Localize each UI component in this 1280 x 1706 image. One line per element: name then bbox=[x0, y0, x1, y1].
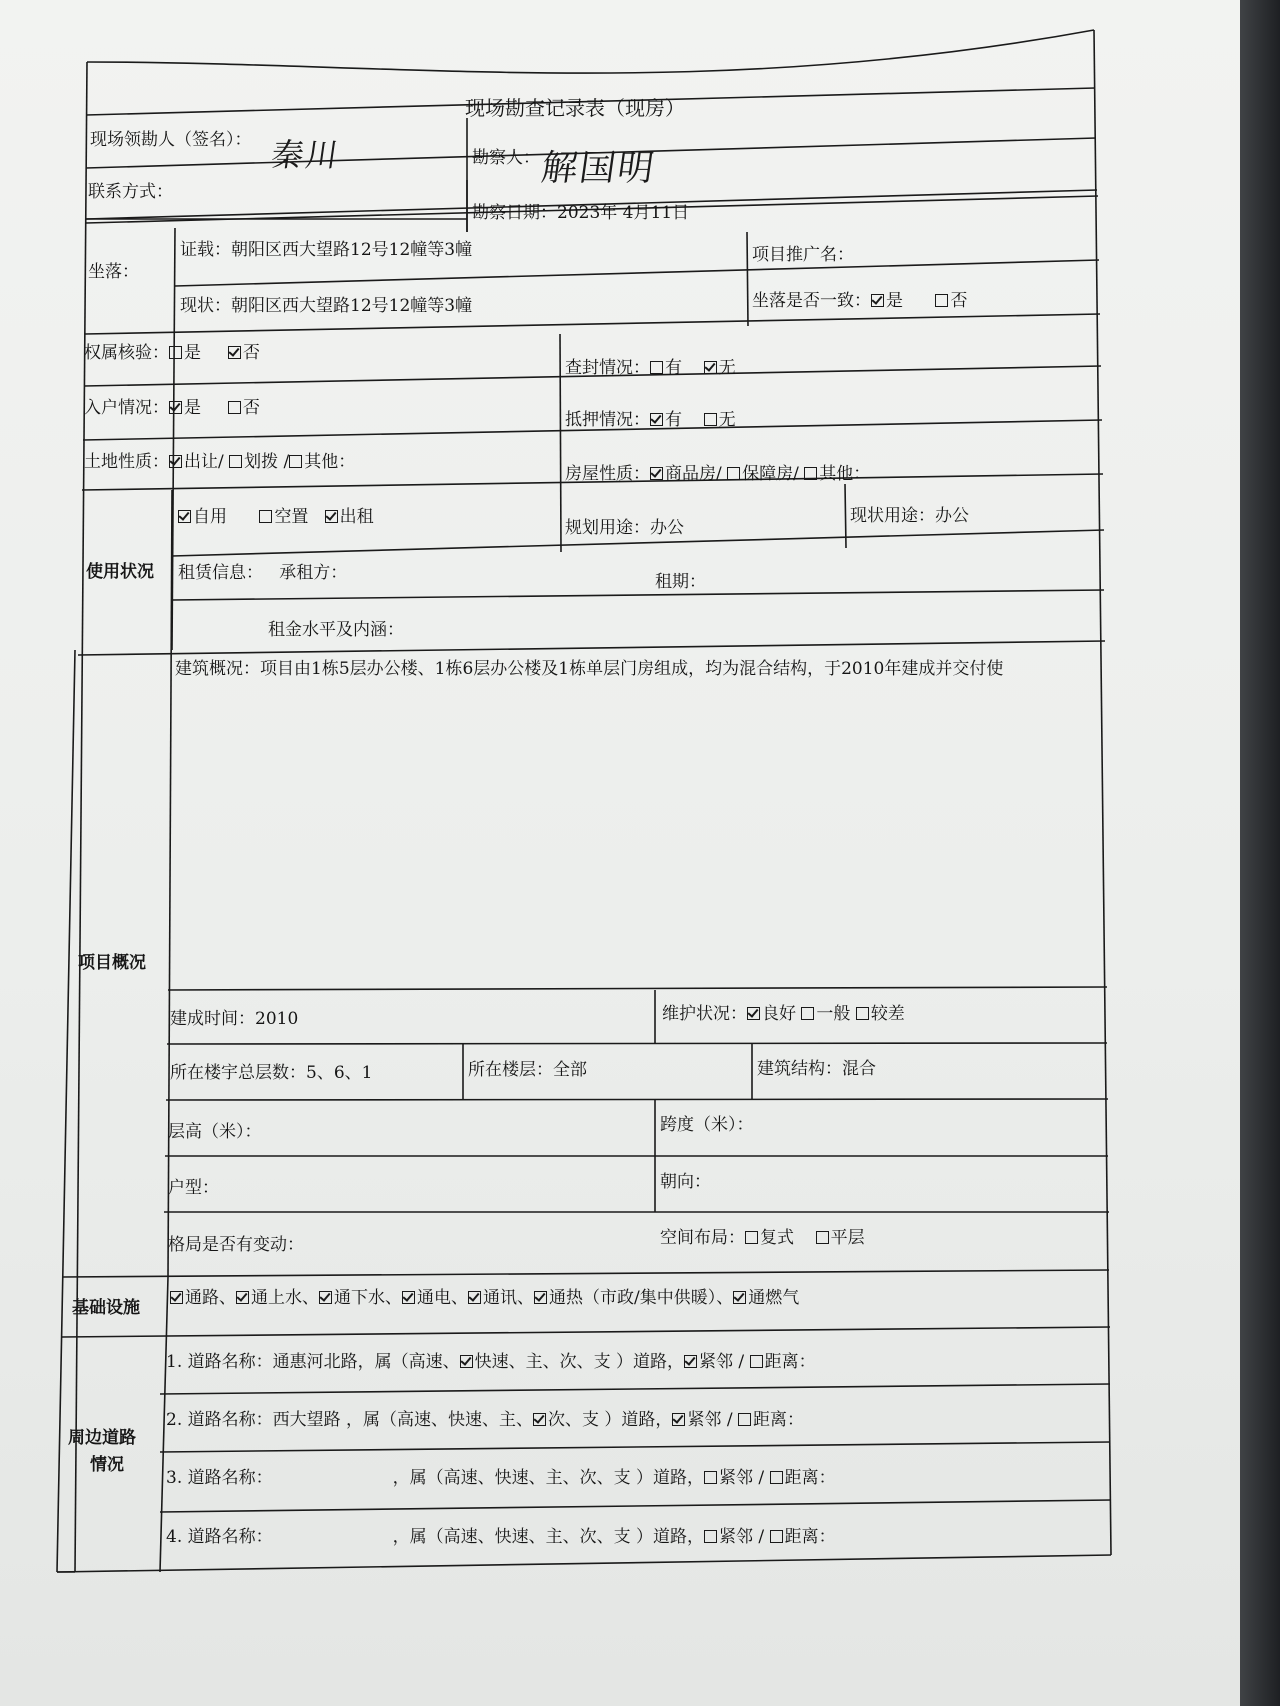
infra-items bbox=[170, 1288, 799, 1308]
maint-good-checkbox[interactable] bbox=[747, 1007, 760, 1020]
road-1-distance: 距离： bbox=[764, 1352, 816, 1372]
infra-drainage-checkbox[interactable] bbox=[319, 1291, 332, 1304]
infra-gas-label: 通燃气 bbox=[748, 1288, 800, 1308]
cert-address bbox=[180, 240, 472, 260]
span-label: 跨度（米）： bbox=[660, 1115, 754, 1135]
seal-yes-checkbox[interactable] bbox=[650, 361, 663, 374]
usage-options bbox=[178, 507, 374, 527]
located-floor-label: 所在楼层： bbox=[468, 1060, 553, 1080]
leader-label: 现场领勘人（签名）： bbox=[90, 130, 252, 150]
road-3-distance-checkbox[interactable] bbox=[770, 1471, 783, 1484]
road-2-secondary-checkbox[interactable] bbox=[533, 1413, 546, 1426]
actual-address bbox=[180, 296, 472, 316]
consistent-no-label: 否 bbox=[950, 291, 968, 311]
road-4-secondary: 次、 bbox=[579, 1527, 614, 1547]
planned-use bbox=[565, 518, 684, 538]
land-transfer-label: 出让/ bbox=[184, 452, 224, 472]
lease-info bbox=[178, 563, 347, 583]
actual-use-label: 现状用途： bbox=[850, 506, 935, 526]
road-3-main: 主、 bbox=[545, 1468, 580, 1488]
space-flat-checkbox[interactable] bbox=[816, 1231, 829, 1244]
road-4-branch: 支 ）道路， bbox=[613, 1527, 705, 1547]
contact-label: 联系方式： bbox=[88, 182, 173, 202]
entry-yes-checkbox[interactable] bbox=[169, 401, 182, 414]
structure bbox=[757, 1059, 876, 1079]
infra-heating-label: 通热（市政/集中供暖）、 bbox=[549, 1288, 734, 1308]
built-time bbox=[170, 1009, 298, 1029]
location-consistent bbox=[752, 291, 967, 311]
unit-type-label: 户型： bbox=[168, 1178, 219, 1198]
road-4-prefix: 4. 道路名称： bbox=[166, 1527, 273, 1547]
house-affordable-checkbox[interactable] bbox=[727, 467, 740, 480]
orientation-label: 朝向： bbox=[660, 1172, 711, 1192]
road-1-prefix: 1. 道路名称： bbox=[166, 1352, 273, 1372]
space-duplex-label: 复式 bbox=[760, 1228, 794, 1248]
floor-height-label: 层高（米）： bbox=[168, 1122, 262, 1142]
infra-gas-checkbox[interactable] bbox=[733, 1291, 746, 1304]
road-3-distance: 距离： bbox=[784, 1468, 836, 1488]
ownership-yes-checkbox[interactable] bbox=[169, 346, 182, 359]
date-value: 2023年 4月11日 bbox=[557, 203, 690, 223]
actual-label: 现状： bbox=[180, 296, 231, 316]
maint-fair-checkbox[interactable] bbox=[801, 1007, 814, 1020]
leader-signature: 秦川 bbox=[269, 136, 343, 174]
infra-water-supply-label: 通上水、 bbox=[251, 1288, 319, 1308]
planned-use-label: 规划用途： bbox=[565, 518, 650, 538]
total-floors bbox=[170, 1063, 372, 1083]
land-transfer-checkbox[interactable] bbox=[169, 455, 182, 468]
maintenance bbox=[662, 1004, 905, 1024]
maintenance-label: 维护状况： bbox=[662, 1004, 747, 1024]
total-floors-value: 5、6、1 bbox=[306, 1063, 373, 1083]
consistent-no-checkbox[interactable] bbox=[935, 294, 948, 307]
house-affordable-label: 保障房/ bbox=[742, 464, 799, 484]
tenant-label: 承租方： bbox=[279, 563, 348, 583]
project-label: 项目概况 bbox=[78, 953, 146, 973]
road-4-distance-checkbox[interactable] bbox=[770, 1530, 783, 1543]
infra-power-checkbox[interactable] bbox=[402, 1291, 415, 1304]
ownership-label: 权属核验： bbox=[84, 343, 169, 363]
building-overview bbox=[175, 659, 1107, 679]
actual-use-value: 办公 bbox=[935, 506, 969, 526]
road-3-branch: 支 ）道路， bbox=[613, 1468, 705, 1488]
infra-label: 基础设施 bbox=[72, 1298, 140, 1318]
actual-use bbox=[850, 506, 969, 526]
road-1-adjacent: 紧邻 / bbox=[699, 1352, 745, 1372]
infra-road-label: 通路、 bbox=[185, 1288, 236, 1308]
infra-telecom-checkbox[interactable] bbox=[468, 1291, 481, 1304]
road-2-type-open: 属（高速、 bbox=[363, 1410, 449, 1430]
road-2-express: 快速、 bbox=[448, 1410, 500, 1430]
building-description: 项目由1栋5层办公楼、1栋6层办公楼及1栋单层门房组成，均为混合结构，于2010年建成并交付使 bbox=[260, 659, 1004, 679]
maint-poor-label: 较差 bbox=[870, 1004, 905, 1024]
road-1-express-checkbox[interactable] bbox=[460, 1355, 473, 1368]
land-row bbox=[84, 452, 355, 472]
lease-label: 租赁信息： bbox=[178, 563, 263, 583]
infra-drainage-label: 通下水、 bbox=[334, 1288, 402, 1308]
road-1-secondary: 次、 bbox=[559, 1352, 594, 1372]
land-other-label: 其他： bbox=[304, 452, 356, 472]
inspector-signature: 解国明 bbox=[538, 148, 659, 189]
structure-value: 混合 bbox=[842, 1059, 876, 1079]
road-2-name: 西大望路 ， bbox=[272, 1410, 364, 1430]
usage-label: 使用状况 bbox=[86, 562, 154, 582]
road-2-main: 主、 bbox=[499, 1410, 534, 1430]
road-1-main: 主、 bbox=[525, 1352, 560, 1372]
land-other-checkbox[interactable] bbox=[289, 455, 302, 468]
total-floors-label: 所在楼宇总层数： bbox=[170, 1063, 306, 1083]
road-4-adjacent: 紧邻 / bbox=[719, 1527, 765, 1547]
house-label: 房屋性质： bbox=[565, 464, 650, 484]
road-1-type-open: 属（高速、 bbox=[374, 1352, 460, 1372]
consistent-yes-label: 是 bbox=[886, 291, 903, 311]
cert-label: 证载： bbox=[180, 240, 231, 260]
entry-no-label: 否 bbox=[243, 398, 261, 418]
road-3-adjacent: 紧邻 / bbox=[719, 1468, 765, 1488]
building-label: 建筑概况： bbox=[175, 659, 260, 679]
infra-road-checkbox[interactable] bbox=[170, 1291, 183, 1304]
road-1-name: 通惠河北路， bbox=[272, 1352, 375, 1372]
ownership-no-label: 否 bbox=[243, 343, 261, 363]
infra-telecom-label: 通讯、 bbox=[483, 1288, 534, 1308]
entry-row bbox=[84, 398, 260, 418]
space-layout bbox=[660, 1228, 865, 1248]
land-allocation-label: 划拨 / bbox=[244, 452, 290, 472]
entry-label: 入户情况： bbox=[84, 398, 169, 418]
located-floor-value: 全部 bbox=[553, 1060, 587, 1080]
house-other-label: 其他： bbox=[819, 464, 871, 484]
road-2-adjacent-checkbox[interactable] bbox=[672, 1413, 685, 1426]
infra-heating-checkbox[interactable] bbox=[534, 1291, 547, 1304]
road-2-secondary: 次、 bbox=[548, 1410, 583, 1430]
rent-checkbox[interactable] bbox=[325, 510, 338, 523]
road-3-secondary: 次、 bbox=[579, 1468, 614, 1488]
ownership-no-checkbox[interactable] bbox=[228, 346, 241, 359]
seal-row bbox=[565, 358, 736, 378]
entry-yes-label: 是 bbox=[184, 398, 201, 418]
road-3-prefix: 3. 道路名称： bbox=[166, 1468, 273, 1488]
self-use-checkbox[interactable] bbox=[178, 510, 191, 523]
road-1-adjacent-checkbox[interactable] bbox=[684, 1355, 697, 1368]
cert-value: 朝阳区西大望路12号12幢等3幢 bbox=[231, 240, 473, 260]
house-commercial-label: 商品房/ bbox=[665, 464, 722, 484]
self-use-label: 自用 bbox=[193, 507, 227, 527]
maint-good-label: 良好 bbox=[762, 1004, 796, 1024]
space-layout-label: 空间布局： bbox=[660, 1228, 745, 1248]
road-row-3 bbox=[166, 1468, 836, 1488]
lease-term-label: 租期： bbox=[655, 572, 706, 592]
road-row-4 bbox=[166, 1527, 836, 1547]
infra-power-label: 通电、 bbox=[417, 1288, 468, 1308]
road-1-express: 快速、 bbox=[474, 1352, 526, 1372]
location-label: 坐落： bbox=[88, 262, 139, 282]
maint-poor-checkbox[interactable] bbox=[856, 1007, 869, 1020]
inspector-label: 勘察人： bbox=[472, 148, 540, 168]
mortgage-label: 抵押情况： bbox=[565, 410, 650, 430]
road-row-2 bbox=[166, 1410, 804, 1430]
actual-value: 朝阳区西大望路12号12幢等3幢 bbox=[231, 296, 473, 316]
maint-fair-label: 一般 bbox=[816, 1004, 851, 1024]
date-label-text: 勘察日期： bbox=[472, 203, 557, 223]
land-allocation-checkbox[interactable] bbox=[229, 455, 242, 468]
entry-no-checkbox[interactable] bbox=[228, 401, 241, 414]
seal-label: 查封情况： bbox=[565, 358, 650, 378]
road-4-name: ， bbox=[392, 1527, 410, 1547]
house-row bbox=[565, 464, 870, 484]
house-other-checkbox[interactable] bbox=[804, 467, 817, 480]
road-2-branch: 支 ）道路， bbox=[582, 1410, 673, 1430]
road-3-express: 快速、 bbox=[494, 1468, 546, 1488]
roads-label-line2: 情况 bbox=[90, 1455, 124, 1475]
vacant-checkbox[interactable] bbox=[259, 510, 272, 523]
road-4-type-open: 属（高速、 bbox=[409, 1527, 495, 1547]
mortgage-row bbox=[565, 410, 736, 430]
layout-change-label: 格局是否有变动： bbox=[168, 1235, 304, 1255]
planned-use-value: 办公 bbox=[650, 518, 684, 538]
ownership-row bbox=[84, 343, 260, 363]
consistent-label: 坐落是否一致： bbox=[752, 291, 871, 311]
promo-name-label: 项目推广名： bbox=[752, 245, 854, 265]
rent-level-label: 租金水平及内涵： bbox=[268, 620, 404, 640]
mortgage-no-label: 无 bbox=[718, 410, 736, 430]
space-duplex-checkbox[interactable] bbox=[745, 1231, 758, 1244]
road-4-main: 主、 bbox=[545, 1527, 580, 1547]
rent-label: 出租 bbox=[339, 507, 374, 527]
road-2-adjacent: 紧邻 / bbox=[687, 1410, 733, 1430]
seal-no-label: 无 bbox=[718, 358, 736, 378]
located-floor bbox=[468, 1060, 587, 1080]
road-2-distance: 距离： bbox=[752, 1410, 804, 1430]
date-label bbox=[472, 203, 689, 223]
road-3-adjacent-checkbox[interactable] bbox=[704, 1471, 717, 1484]
road-4-adjacent-checkbox[interactable] bbox=[704, 1530, 717, 1543]
built-time-label: 建成时间： bbox=[170, 1009, 255, 1029]
mortgage-no-checkbox[interactable] bbox=[704, 413, 717, 426]
road-2-distance-checkbox[interactable] bbox=[738, 1413, 751, 1426]
road-3-type-open: 属（高速、 bbox=[409, 1468, 495, 1488]
page-title: 现场勘查记录表（现房） bbox=[465, 96, 685, 120]
vacant-label: 空置 bbox=[274, 507, 309, 527]
road-row-1 bbox=[166, 1352, 816, 1372]
mortgage-yes-label: 有 bbox=[665, 410, 682, 430]
road-2-prefix: 2. 道路名称： bbox=[166, 1410, 273, 1430]
seal-no-checkbox[interactable] bbox=[704, 361, 717, 374]
road-1-distance-checkbox[interactable] bbox=[750, 1355, 763, 1368]
house-commercial-checkbox[interactable] bbox=[650, 467, 663, 480]
structure-label: 建筑结构： bbox=[757, 1059, 842, 1079]
built-time-value: 2010 bbox=[255, 1009, 299, 1029]
roads-label-line1: 周边道路 bbox=[68, 1428, 136, 1448]
ownership-yes-label: 是 bbox=[184, 343, 201, 363]
road-3-name: ， bbox=[392, 1468, 410, 1488]
consistent-yes-checkbox[interactable] bbox=[871, 294, 884, 307]
space-flat-label: 平层 bbox=[830, 1228, 865, 1248]
land-label: 土地性质： bbox=[84, 452, 169, 472]
seal-yes-label: 有 bbox=[665, 358, 682, 378]
road-1-branch: 支 ）道路， bbox=[593, 1352, 685, 1372]
road-4-distance: 距离： bbox=[784, 1527, 836, 1547]
infra-water-supply-checkbox[interactable] bbox=[236, 1291, 249, 1304]
road-4-express: 快速、 bbox=[494, 1527, 546, 1547]
mortgage-yes-checkbox[interactable] bbox=[650, 413, 663, 426]
